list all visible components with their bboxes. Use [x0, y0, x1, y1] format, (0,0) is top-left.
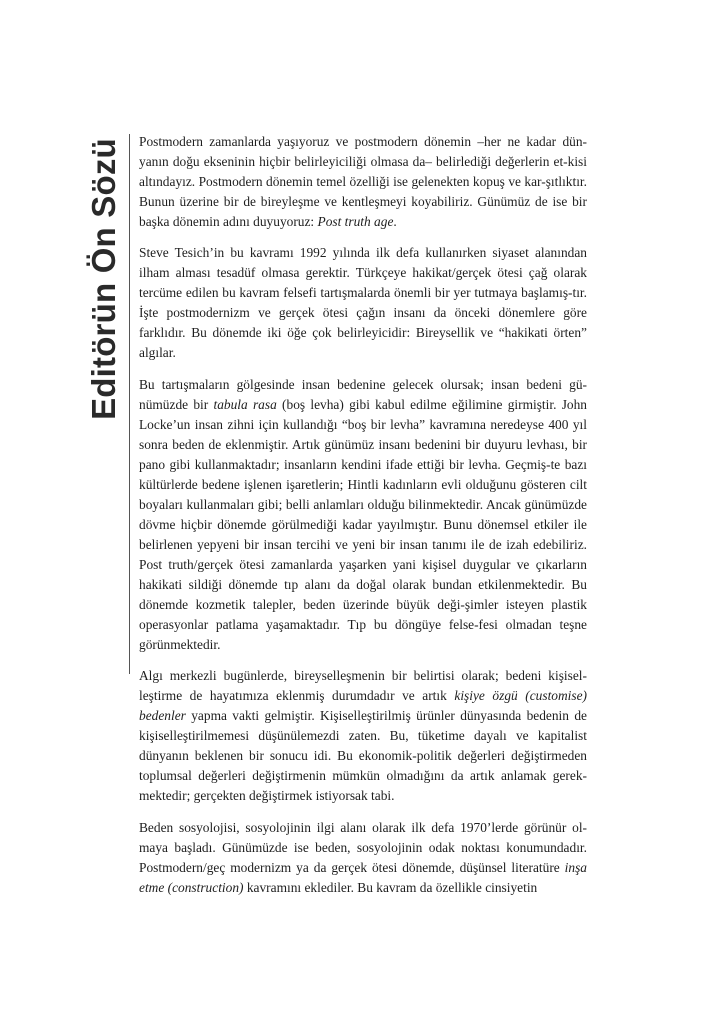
- text-run: .: [393, 214, 397, 230]
- italic-term: inşa etme (construction): [139, 859, 587, 895]
- italic-term: tabula rasa: [213, 396, 277, 412]
- italic-term: Post truth age: [317, 214, 394, 230]
- paragraph: [139, 243, 587, 363]
- body-text: [139, 132, 587, 909]
- section-title-text: Editörün Ön Sözü: [85, 138, 122, 420]
- paragraph: [139, 666, 587, 806]
- section-title: [82, 134, 126, 424]
- text-run: kavramını eklediler. Bu kavram da özellikle cinsiyetin: [243, 879, 538, 895]
- italic-term: kişiye özgü (customise) bedenler: [139, 688, 587, 724]
- paragraph: [139, 375, 587, 656]
- text-run: (boş levha) gibi kabul edilme eğilimine girmiştir. John Locke’un insan zihni için kullandığı “boş bir levha” kavramına neredeyse 400 yıl sonra beden de eklenmiştir. Artık günümüz insanı bedenini bir duyuru levhası, bir pano gibi kullanmaktadır; insanların kendini ifade ettiği bir levha. Geçmiş-te bazı kültürlerde bedene işlenen işaretlerin; Hintli kadınların evli olduğunu gösteren cilt boyaları kullanmaları gibi; belli anlamları olduğu bilinmektedir. Ancak günümüzde dövme hiçbir dönemde görülmediği kadar yayılmıştır. Bunu dönemsel etkiler ile belirlenen yepyeni bir insan tercihi ve yeni bir insan tanımı ile de izah edebiliriz. Post truth/gerçek ötesi zamanlarda yaşarken yani kişisel duygular ve çıkarların hakikati sildiği dönemde tıp alanı da doğal olarak bundan etkilenmektedir. Bu dönemde kozmetik talepler, beden üzerinde büyük deği-şimler isteyen plastik operasyonlar patlama yaşamaktadır. Tıp bu döngüye felse-fesi olmadan teşne görünmektedir.: [139, 396, 587, 653]
- paragraph: [139, 818, 587, 898]
- text-run: Beden sosyolojisi, sosyolojinin ilgi alanı olarak ilk defa 1970’lerde görünür ol-maya başladı. Günümüzde ise beden, sosyolojinin odak noktası konumundadır. Postmodern/geç modernizm ya da gerçek ötesi dönemde, düşünsel literatüre: [139, 819, 587, 875]
- text-run: Algı merkezli bugünlerde, bireyselleşmenin bir belirtisi olarak; bedeni kişisel-leştirme de hayatımıza eklenmiş durumdadır ve artık: [139, 668, 587, 704]
- text-run: yapma vakti gelmiştir. Kişiselleştirilmiş ürünler dünyasında bedenin de kişiselleştirilmemesi düşünülemezdi zaten. Bu, tüketime dayalı ve kapitalist dünyanın beklenen bir sonucu idi. Bu ekonomik-politik değerleri değiştirmeden toplumsal değerleri değiştirmenin mümkün olmadığını da artık anlamak gerek-mektedir; gerçekten değiştirmek istiyorsak tabi.: [139, 708, 587, 804]
- text-run: Postmodern zamanlarda yaşıyoruz ve postmodern dönemin –her ne kadar dün-yanın doğu ekseninin hiçbir belirleyiciliği olmasa da– belirlediği değerlerin et-kisi altındayız. Postmodern dönemin temel özelliği ise gelenekten kopuş ve kar-şıtlıktır. Bunun üzerine bir de bireyleşme ve kentleşmeyi koyabiliriz. Günümüz de ise bir başka dönemin adını duyuyoruz:: [139, 134, 587, 230]
- text-run: Steve Tesich’in bu kavramı 1992 yılında ilk defa kullanırken siyaset alanından ilham alması tesadüf olmasa gerektir. Türkçeye hakikat/gerçek ötesi çağ olarak tercüme edilen bu kavram felsefi tartışmalarda önemli bir yer tutmaya başlamış-tır. İşte postmodernizm ve gerçek ötesi çağın insanı da önceki dönemlere göre farklıdır. Bu dönemde iki öğe çok belirleyicidir: Bireysellik ve “hakikati örten” algılar.: [139, 245, 587, 361]
- paragraph: [139, 132, 587, 232]
- text-run: Bu tartışmaların gölgesinde insan bedenine gelecek olursak; insan bedeni gü-nümüzde bir: [139, 376, 587, 412]
- vertical-divider: [129, 134, 130, 674]
